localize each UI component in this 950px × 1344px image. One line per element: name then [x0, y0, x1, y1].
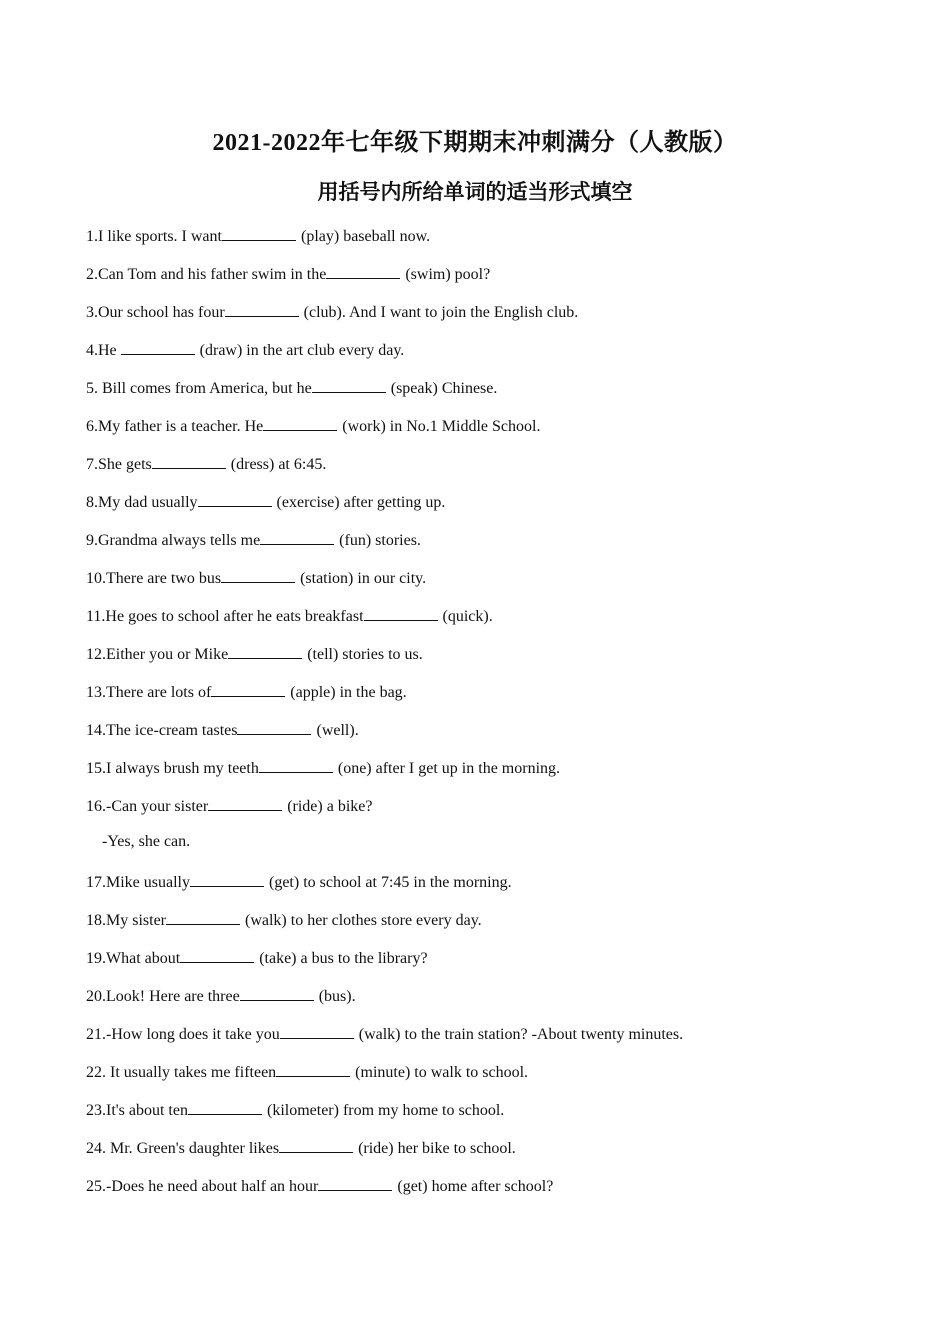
question-text: 12.Either you or Mike: [86, 646, 229, 663]
question-text: 7.She gets: [86, 456, 152, 473]
answer-blank[interactable]: [228, 640, 302, 659]
question-text: 10.There are two bus: [86, 570, 222, 587]
question-21: [86, 1020, 906, 1058]
answer-blank[interactable]: [211, 678, 285, 697]
question-text: 11.He goes to school after he eats breakfast: [86, 608, 364, 625]
question-hint: (ride) a bike?: [283, 798, 373, 815]
question-20: [86, 982, 906, 1020]
answer-blank[interactable]: [166, 906, 240, 925]
question-22: [86, 1058, 906, 1096]
question-hint: (walk) to her clothes store every day.: [241, 912, 482, 929]
question-text: 23.It's about ten: [86, 1102, 188, 1119]
answer-blank[interactable]: [276, 1058, 350, 1077]
question-hint: (quick).: [438, 608, 493, 625]
question-18: [86, 906, 906, 944]
page-title: 2021-2022年七年级下期期末冲刺满分（人教版）: [212, 130, 738, 156]
question-hint: (station) in our city.: [296, 570, 427, 587]
question-1: [86, 222, 906, 260]
question-23: [86, 1096, 906, 1134]
question-9: [86, 526, 906, 564]
question-2: [86, 260, 906, 298]
question-13: [86, 678, 906, 716]
question-16-reply: -Yes, she can.: [102, 833, 191, 850]
answer-blank[interactable]: [263, 412, 337, 431]
answer-blank[interactable]: [326, 260, 400, 279]
answer-blank[interactable]: [312, 374, 386, 393]
question-hint: (minute) to walk to school.: [351, 1064, 529, 1081]
question-hint: (get) to school at 7:45 in the morning.: [265, 874, 512, 891]
question-19: [86, 944, 906, 982]
answer-blank[interactable]: [318, 1172, 392, 1191]
question-text: 5. Bill comes from America, but he: [86, 380, 312, 397]
question-text: 6.My father is a teacher. He: [86, 418, 264, 435]
answer-blank[interactable]: [259, 754, 333, 773]
question-text: 19.What about: [86, 950, 181, 967]
question-text: 9.Grandma always tells me: [86, 532, 261, 549]
question-text: 17.Mike usually: [86, 874, 190, 891]
question-text: 13.There are lots of: [86, 684, 212, 701]
question-hint: (take) a bus to the library?: [255, 950, 428, 967]
question-hint: (ride) her bike to school.: [354, 1140, 516, 1157]
question-24: [86, 1134, 906, 1172]
answer-blank[interactable]: [222, 222, 296, 241]
answer-blank[interactable]: [180, 944, 254, 963]
question-25: [86, 1172, 906, 1210]
question-hint: (speak) Chinese.: [386, 380, 498, 397]
question-text: 8.My dad usually: [86, 494, 198, 511]
question-text: 1.I like sports. I want: [86, 228, 222, 245]
answer-blank[interactable]: [225, 298, 299, 317]
question-text: 20.Look! Here are three: [86, 988, 240, 1005]
question-hint: (work) in No.1 Middle School.: [338, 418, 541, 435]
question-hint: (walk) to the train station? -About twenty minutes.: [354, 1026, 684, 1043]
answer-blank[interactable]: [237, 716, 311, 735]
question-hint: (exercise) after getting up.: [272, 494, 446, 511]
question-text: 2.Can Tom and his father swim in the: [86, 266, 327, 283]
question-text: 18.My sister: [86, 912, 166, 929]
answer-blank[interactable]: [221, 564, 295, 583]
question-10: [86, 564, 906, 602]
question-hint: (club). And I want to join the English club.: [299, 304, 579, 321]
question-3: [86, 298, 906, 336]
question-8: [86, 488, 906, 526]
answer-blank[interactable]: [260, 526, 334, 545]
question-14: [86, 716, 906, 754]
question-hint: (bus).: [314, 988, 356, 1005]
question-hint: (apple) in the bag.: [286, 684, 407, 701]
question-5: [86, 374, 906, 412]
answer-blank[interactable]: [279, 1134, 353, 1153]
question-text: 24. Mr. Green's daughter likes: [86, 1140, 280, 1157]
question-text: 14.The ice-cream tastes: [86, 722, 238, 739]
question-text: 22. It usually takes me fifteen: [86, 1064, 277, 1081]
question-text: 21.-How long does it take you: [86, 1026, 280, 1043]
question-hint: (fun) stories.: [335, 532, 421, 549]
answer-blank[interactable]: [198, 488, 272, 507]
question-hint: (draw) in the art club every day.: [195, 342, 405, 359]
question-12: [86, 640, 906, 678]
question-hint: (one) after I get up in the morning.: [333, 760, 561, 777]
question-text: 25.-Does he need about half an hour: [86, 1178, 319, 1195]
question-6: [86, 412, 906, 450]
question-hint: (swim) pool?: [401, 266, 491, 283]
answer-blank[interactable]: [121, 336, 195, 355]
question-hint: (well).: [312, 722, 359, 739]
answer-blank[interactable]: [240, 982, 314, 1001]
answer-blank[interactable]: [208, 792, 282, 811]
question-text: 4.He: [86, 342, 121, 359]
answer-blank[interactable]: [280, 1020, 354, 1039]
question-list: [86, 222, 906, 1210]
question-16: [86, 792, 906, 830]
answer-blank[interactable]: [364, 602, 438, 621]
question-17: [86, 868, 906, 906]
section-instruction: 用括号内所给单词的适当形式填空: [317, 180, 633, 204]
question-7: [86, 450, 906, 488]
question-11: [86, 602, 906, 640]
question-text: 15.I always brush my teeth: [86, 760, 259, 777]
answer-blank[interactable]: [188, 1096, 262, 1115]
question-hint: (kilometer) from my home to school.: [262, 1102, 505, 1119]
question-4: [86, 336, 906, 374]
question-hint: (get) home after school?: [393, 1178, 554, 1195]
question-hint: (dress) at 6:45.: [226, 456, 327, 473]
question-text: 3.Our school has four: [86, 304, 225, 321]
question-hint: (tell) stories to us.: [303, 646, 423, 663]
answer-blank[interactable]: [190, 868, 264, 887]
question-text: 16.-Can your sister: [86, 798, 209, 815]
answer-blank[interactable]: [152, 450, 226, 469]
question-15: [86, 754, 906, 792]
question-hint: (play) baseball now.: [296, 228, 431, 245]
